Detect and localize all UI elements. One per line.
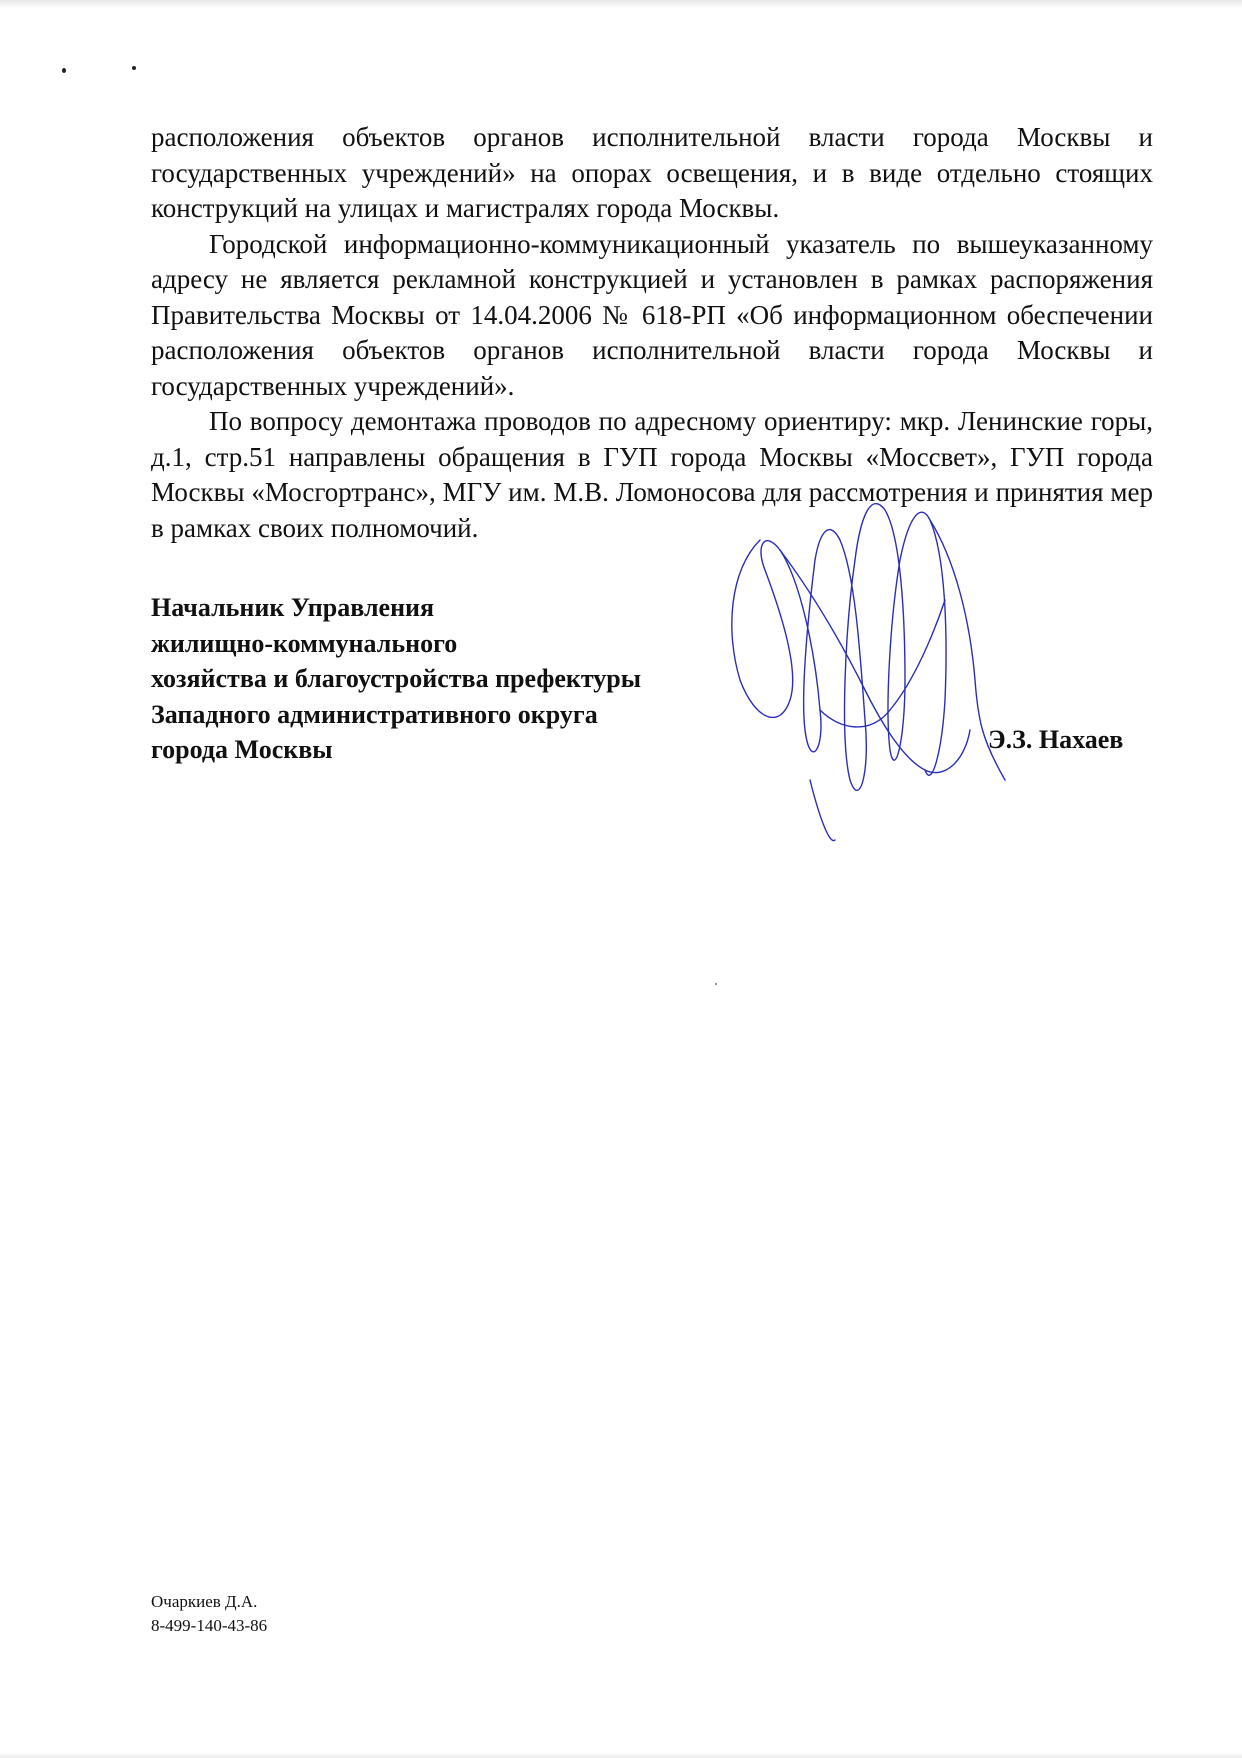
executor-phone: 8-499-140-43-86 [151,1616,268,1635]
position-line: хозяйства и благоустройства префектуры [151,664,642,693]
scan-speck [132,66,136,70]
handwritten-signature [720,480,1050,850]
paragraph-1: расположения объектов органов исполнительной власти города Москвы и государственных учреждений» на опорах освещения, и в виде отдельно стоящих конструкций на улицах и магистралях города Москвы. [151,122,1153,223]
paragraph-2: Городской информационно-коммуникационный указатель по вышеуказанному адресу не является рекламной конструкцией и установлен в рамках распоряжения Правительства Москвы от 14.04.2006 № 618-РП «Об информационном обеспечении расположения объектов органов исполнительной власти города Москвы и государственных учреждений». [151,228,1153,401]
paragraph-3: По вопросу демонтажа проводов по адресному ориентиру: мкр. Ленинские горы, д.1, стр.51 направлены обращения в ГУП города Москвы «Моссвет», ГУП города Москвы «Мосгортранс», МГУ им. М.В. Ломоносова для рассмотрения и принятия мер в рамках своих полномочий. [151,406,1153,543]
position-line: жилищно-коммунального [151,628,458,658]
position-line: Западного административного округа [151,699,598,729]
scan-bottom-edge [0,1752,1242,1758]
executor-info [151,1590,267,1638]
signature-stroke [820,600,945,727]
scan-speck [62,68,66,73]
signature-stroke [810,780,835,841]
scan-speck [715,983,717,985]
signature-stroke [732,504,946,791]
scan-top-edge [0,0,1242,8]
executor-name: Очаркиев Д.А. [151,1592,258,1611]
signer-name: Э.З. Нахаев [988,725,1124,754]
position-line: города Москвы [151,735,333,764]
position-line: Начальник Управления [151,593,435,622]
